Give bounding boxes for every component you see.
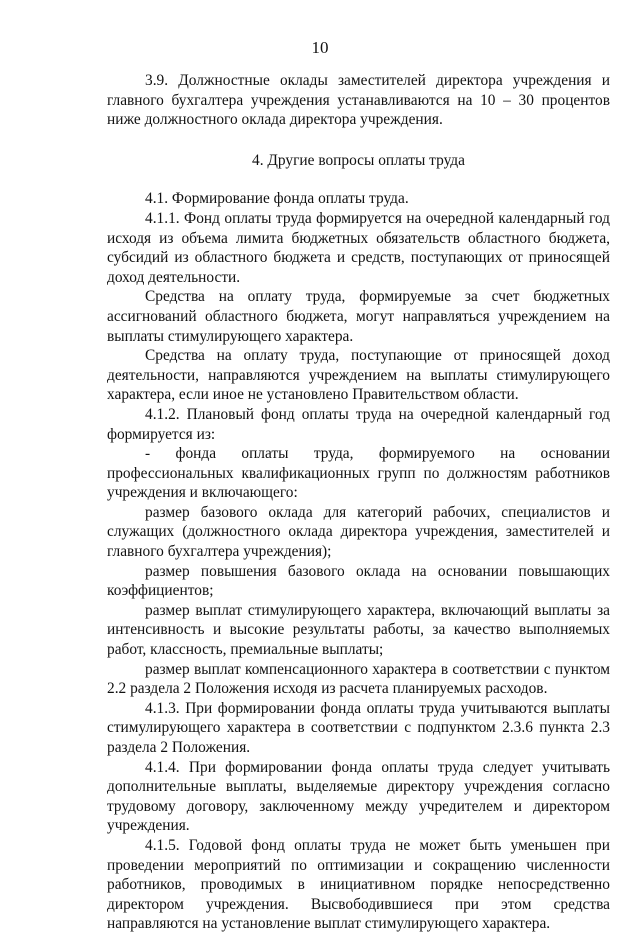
paragraph-4-1-2: 4.1.2. Плановый фонд оплаты труда на очередной календарный год формируется из: — [107, 405, 610, 443]
paragraph-4-1-4: 4.1.4. При формировании фонда оплаты труда следует учитывать дополнительные выплаты, выделяемые директору учреждения согласно трудовому договору, заключенному между учредителем и директором учреждения. — [107, 758, 610, 835]
paragraph-budget-funds: Средства на оплату труда, формируемые за счет бюджетных ассигнований областного бюджета, могут направляться учреждением на выплаты стимулирующего характера. — [107, 288, 610, 345]
section-heading: 4. Другие вопросы оплаты труда — [252, 151, 465, 169]
paragraph-compensation-payments: размер выплат компенсационного характера в соответствии с пунктом 2.2 раздела 2 Положения исходя из расчета планируемых расходов. — [107, 660, 610, 698]
paragraph-4-1-1: 4.1.1. Фонд оплаты труда формируется на очередной календарный год исходя из объема лимита бюджетных обязательств областного бюджета, субсидий из областного бюджета и средств, поступающих от приносящей доход деятельности. — [107, 209, 610, 286]
paragraph-incentive-payments: размер выплат стимулирующего характера, включающий выплаты за интенсивность и высокие результаты работы, за качество выполняемых работ, классность, премиальные выплаты; — [107, 601, 610, 659]
paragraph-4-1-5: 4.1.5. Годовой фонд оплаты труда не может быть уменьшен при проведении мероприятий по оптимизации и сокращению численности работников, проводимых в инициативном порядке непосредственно директором учреждения. Высвободившиеся при этом средства направляются на установление выплат стимулирующего характера. — [107, 836, 610, 933]
paragraph-base-increase: размер повышения базового оклада на основании повышающих коэффициентов; — [107, 562, 610, 600]
paragraph-3-9: 3.9. Должностные оклады заместителей директора учреждения и главного бухгалтера учреждения устанавливаются на 10 – 30 процентов ниже должностного оклада директора учреждения. — [107, 72, 610, 129]
page-number: 10 — [311, 38, 329, 57]
paragraph-income-funds: Средства на оплату труда, поступающие от приносящей доход деятельности, направляются учреждением на выплаты стимулирующего характера, если иное не установлено Правительством области. — [107, 347, 610, 404]
paragraph-4-1-3: 4.1.3. При формировании фонда оплаты труда учитываются выплаты стимулирующего характера в соответствии с подпунктом 2.3.6 пункта 2.3 раздела 2 Положения. — [107, 699, 610, 756]
paragraph-base-salary: размер базового оклада для категорий рабочих, специалистов и служащих (должностного оклада директора учреждения, заместителей и главного бухгалтера учреждения); — [107, 503, 610, 561]
paragraph-fund-prof-groups: - фонда оплаты труда, формируемого на основании профессиональных квалификационных групп по должностям работников учреждения и включающего: — [107, 445, 610, 502]
paragraph-4-1: 4.1. Формирование фонда оплаты труда. — [145, 190, 409, 208]
document-body — [107, 71, 610, 934]
